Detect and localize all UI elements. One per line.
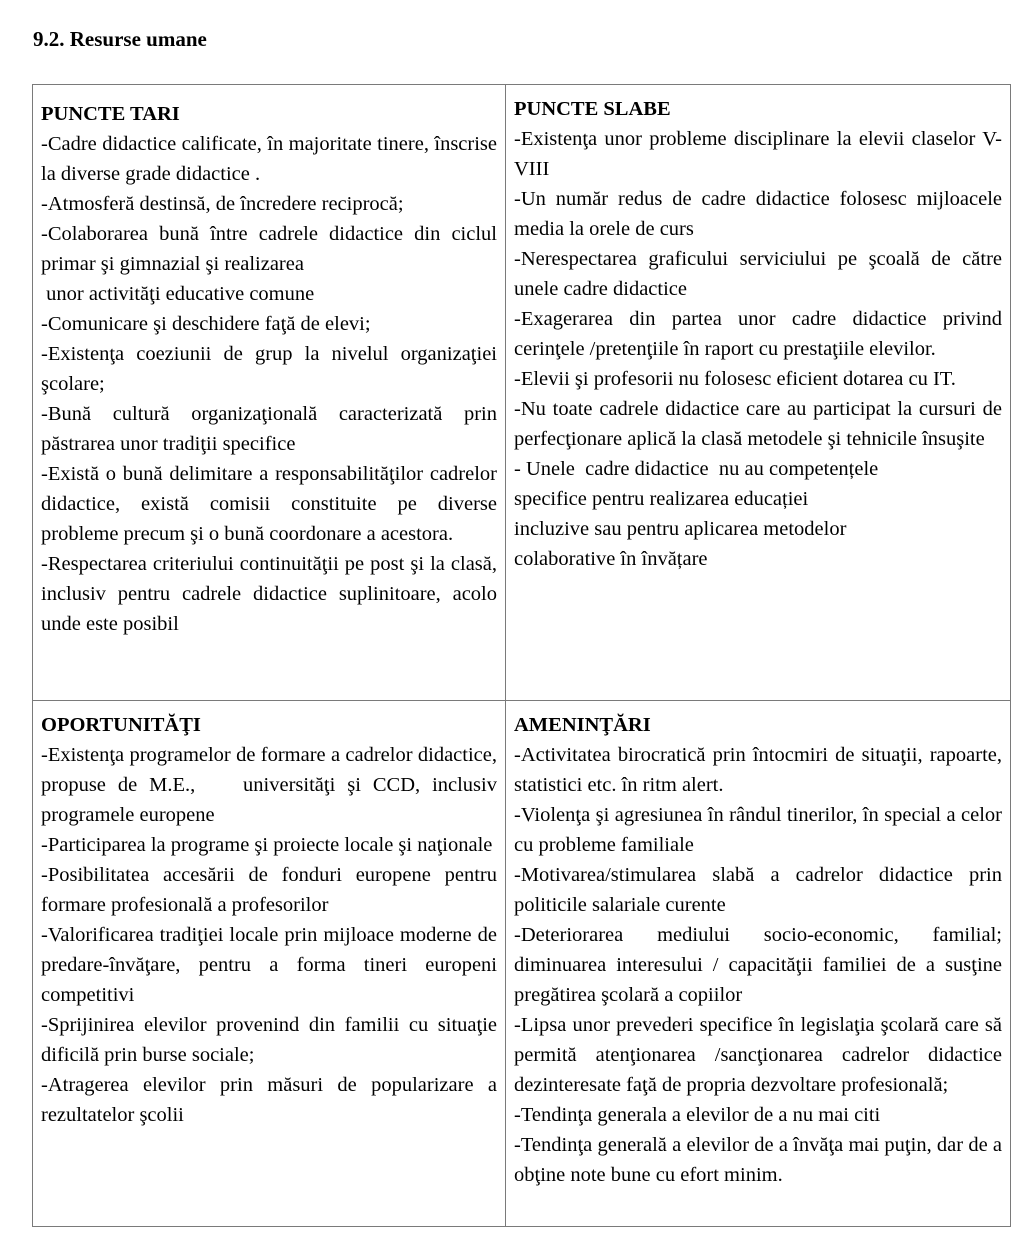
strength-item: -Colaborarea bună între cadrele didactice din ciclul primar şi gimnazial şi realizarea xyxy=(41,223,497,275)
threat-item: -Motivarea/stimularea slabă a cadrelor didactice prin politicile salariale curente xyxy=(514,864,1002,916)
strengths-title: PUNCTE TARI xyxy=(41,103,180,125)
threat-item: -Activitatea birocratică prin întocmiri de situaţii, rapoarte, statistici etc. în ritm alert. xyxy=(514,744,1002,796)
strength-item: -Cadre didactice calificate, în majoritate tinere, înscrise la diverse grade didactice . xyxy=(41,133,497,185)
strength-item: -Atmosferă destinsă, de încredere reciprocă; xyxy=(41,193,404,215)
weakness-item: incluzive sau pentru aplicarea metodelor xyxy=(514,518,847,540)
opportunities-content xyxy=(33,701,505,1130)
swot-row-external xyxy=(33,701,1011,1227)
opportunities-cell xyxy=(33,701,506,1227)
weakness-item: -Nu toate cadrele didactice care au participat la cursuri de perfecţionare aplică la clasă metodele şi tehnicile însuşite xyxy=(514,398,1002,450)
weakness-item: -Un număr redus de cadre didactice folosesc mijloacele media la orele de curs xyxy=(514,188,1002,240)
opportunities-title: OPORTUNITĂŢI xyxy=(41,714,201,736)
opportunity-item: -Atragerea elevilor prin măsuri de popularizare a rezultatelor şcolii xyxy=(41,1074,497,1126)
strength-item: unor activităţi educative comune xyxy=(41,283,315,305)
opportunity-item: -Posibilitatea accesării de fonduri europene pentru formare profesională a profesorilor xyxy=(41,864,497,916)
threat-item: -Violenţa şi agresiunea în rândul tinerilor, în special a celor cu probleme familiale xyxy=(514,804,1002,856)
strength-item: -Comunicare şi deschidere faţă de elevi; xyxy=(41,313,371,335)
weakness-item: specifice pentru realizarea educației xyxy=(514,488,809,510)
strength-item: -Există o bună delimitare a responsabilităţilor cadrelor didactice, există comisii constituite pe diverse probleme precum şi o bună coordonare a acestora. xyxy=(41,463,497,545)
strength-item: -Bună cultură organizaţională caracterizată prin păstrarea unor tradiţii specifice xyxy=(41,403,497,455)
weaknesses-title: PUNCTE SLABE xyxy=(514,98,671,120)
opportunity-item: -Participarea la programe şi proiecte locale şi naţionale xyxy=(41,834,493,856)
section-heading: 9.2. Resurse umane xyxy=(33,27,207,51)
weakness-item: - Unele cadre didactice nu au competențele xyxy=(514,458,879,480)
weaknesses-content xyxy=(506,85,1010,574)
weakness-item: -Exagerarea din partea unor cadre didactice privind cerinţele /pretenţiile în raport cu prestaţiile elevilor. xyxy=(514,308,1002,360)
strength-item: -Respectarea criteriului continuităţii pe post şi la clasă, inclusiv pentru cadrele didactice suplinitoare, acolo unde este posibil xyxy=(41,553,497,635)
opportunity-item: -Valorificarea tradiţiei locale prin mijloace moderne de predare-învăţare, pentru a forma tineri europeni competitivi xyxy=(41,924,497,1006)
weaknesses-cell xyxy=(506,85,1011,701)
threat-item: -Lipsa unor prevederi specifice în legislaţia şcolară care să permită atenţionarea /sancţionarea cadrelor didactice dezinteresate faţă de propria dezvoltare profesională; xyxy=(514,1014,1002,1096)
threat-item: -Tendinţa generala a elevilor de a nu mai citi xyxy=(514,1104,881,1126)
opportunity-item: -Existenţa programelor de formare a cadrelor didactice, propuse de M.E., universităţi şi CCD, inclusiv programele europene xyxy=(41,744,503,826)
opportunity-item: -Sprijinirea elevilor provenind din familii cu situaţie dificilă prin burse sociale; xyxy=(41,1014,497,1066)
threat-item: -Tendinţa generală a elevilor de a învăţa mai puţin, dar de a obţine note bune cu efort minim. xyxy=(514,1134,1002,1186)
threat-item: -Deteriorarea mediului socio-economic, familial; diminuarea interesului / capacităţii familiei de a susţine pregătirea şcolară a copiilor xyxy=(514,924,1002,1006)
weakness-item: -Nerespectarea graficului serviciului pe şcoală de către unele cadre didactice xyxy=(514,248,1002,300)
threats-cell xyxy=(506,701,1011,1227)
weakness-item: -Existenţa unor probleme disciplinare la elevii claselor V-VIII xyxy=(514,128,1002,180)
threats-content xyxy=(506,701,1010,1190)
strength-item: -Existenţa coeziunii de grup la nivelul organizaţiei şcolare; xyxy=(41,343,497,395)
weakness-item: colaborative în învățare xyxy=(514,548,708,570)
swot-table xyxy=(32,84,1011,1227)
weakness-item: -Elevii şi profesorii nu folosesc eficient dotarea cu IT. xyxy=(514,368,956,390)
strengths-content xyxy=(33,85,505,639)
swot-row-internal xyxy=(33,85,1011,701)
threats-title: AMENINŢĂRI xyxy=(514,714,651,736)
strengths-cell xyxy=(33,85,506,701)
